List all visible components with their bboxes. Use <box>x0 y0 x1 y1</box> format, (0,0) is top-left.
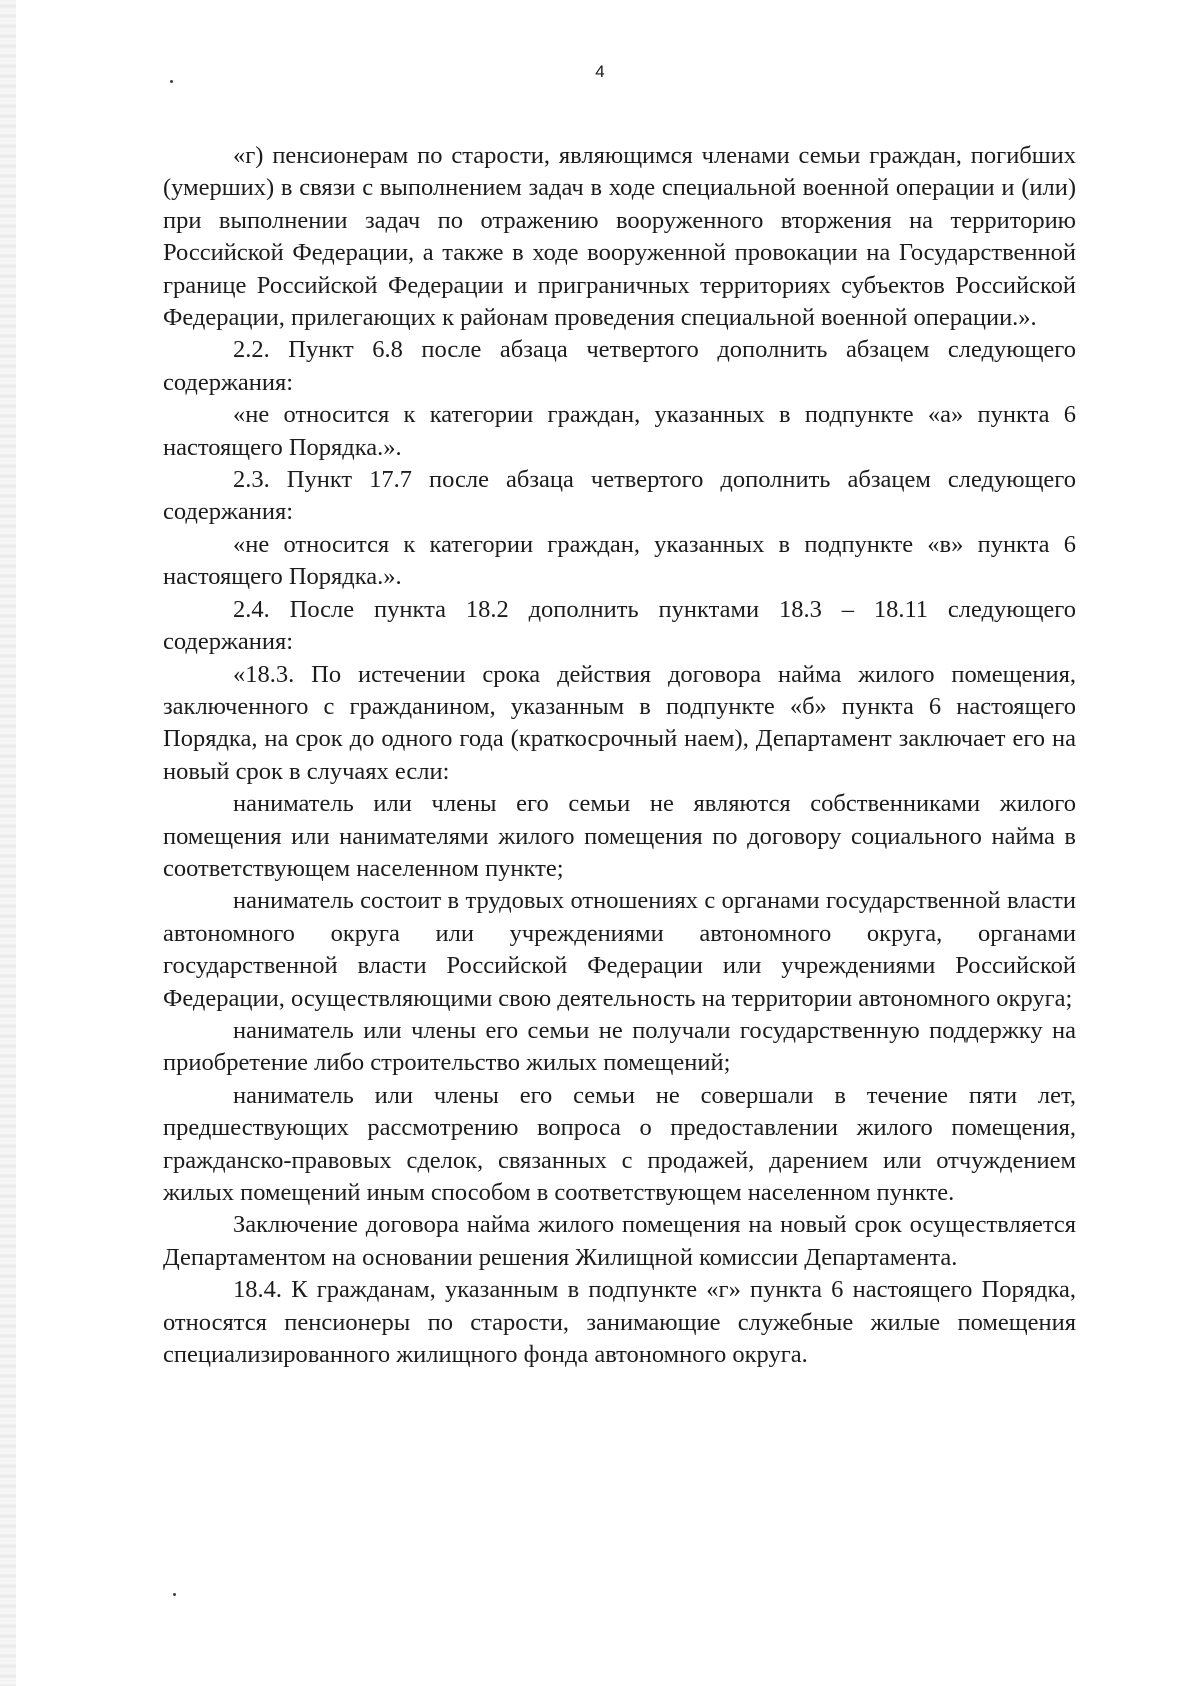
paragraph-18-3: «18.3. По истечении срока действия договора найма жилого помещения, заключенного с гражданином, указанным в подпункте «б» пункта 6 настоящего Порядка, на срок до одного года (краткосрочный наем), Департамент заключает его на новый срок в случаях если: <box>163 660 1076 785</box>
paragraph-subitem-g: «г) пенсионерам по старости, являющимся членами семьи граждан, погибших (умерших) в связи с выполнением задач в ходе специальной военной операции и (или) при выполнении задач по отражению вооруженного вторжения на территорию Российской Федерации, а также в ходе вооруженной провокации на Государственной границе Российской Федерации и приграничных территориях субъектов Российской Федерации, прилегающих к районам проведения специальной военной операции.». <box>163 142 1076 332</box>
paragraph-condition-4: наниматель или члены его семьи не совершали в течение пяти лет, предшествующих рассмотрению вопроса о предоставлении жилого помещения, гражданско-правовых сделок, связанных с продажей, дарением или отчуждением жилых помещений иным способом в соответствующем населенном пункте. <box>163 1081 1076 1206</box>
page-number: 4 <box>595 62 605 81</box>
paragraph-quote-a: «не относится к категории граждан, указанных в подпункте «а» пункта 6 настоящего Порядка.». <box>163 401 1076 461</box>
paragraph-2-3: 2.3. Пункт 17.7 после абзаца четвертого дополнить абзацем следующего содержания: <box>163 466 1076 526</box>
paragraph-condition-1: наниматель или члены его семьи не являются собственниками жилого помещения или нанимателями жилого помещения по договору социального найма в соответствующем населенном пункте; <box>163 790 1076 882</box>
paragraph-condition-2: наниматель состоит в трудовых отношениях с органами государственной власти автономного округа или учреждениями автономного округа, органами государственной власти Российской Федерации или учреждениями Российской Федерации, осуществляющими свою деятельность на территории автономного округа; <box>163 887 1076 1012</box>
scan-edge <box>0 0 16 1686</box>
paragraph-18-4: 18.4. К гражданам, указанным в подпункте «г» пункта 6 настоящего Порядка, относятся пенсионеры по старости, занимающие служебные жилые помещения специализированного жилищного фонда автономного округа. <box>163 1276 1076 1369</box>
paragraph-quote-v: «не относится к категории граждан, указанных в подпункте «в» пункта 6 настоящего Порядка.». <box>163 530 1076 591</box>
paragraph-conclusion: Заключение договора найма жилого помещения на новый срок осуществляется Департаментом на основании решения Жилищной комиссии Департамента. <box>163 1211 1076 1271</box>
scan-speck <box>173 1593 176 1596</box>
paragraph-2-4: 2.4. После пункта 18.2 дополнить пунктами 18.3 – 18.11 следующего содержания: <box>163 595 1076 656</box>
paragraph-2-2: 2.2. Пункт 6.8 после абзаца четвертого дополнить абзацем следующего содержания: <box>163 336 1076 396</box>
document-body <box>163 140 1076 1371</box>
paragraph-condition-3: наниматель или члены его семьи не получали государственную поддержку на приобретение либо строительство жилых помещений; <box>163 1016 1076 1077</box>
